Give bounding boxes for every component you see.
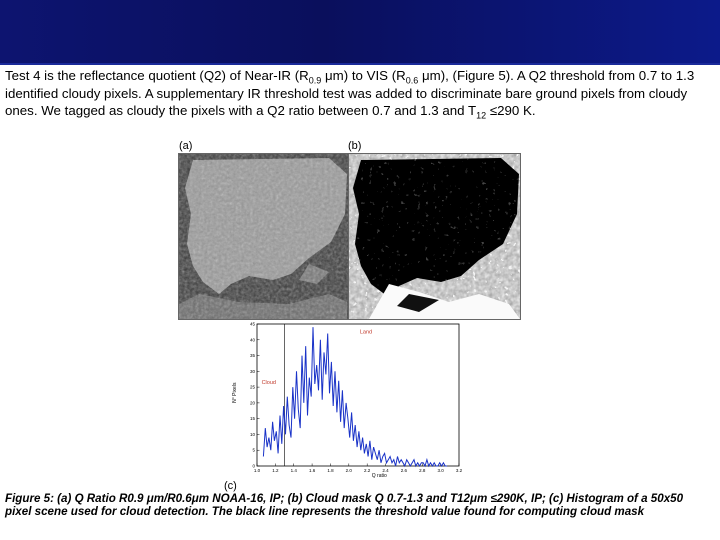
figure-caption: Figure 5: (a) Q Ratio R0.9 μm/R0.6μm NOAA-16, IP; (b) Cloud mask Q 0.7-1.3 and T12μm ≤290K, IP; (c) Histogram of a 50x50 pixel scene used for cloud detection. The black line represents the threshold value found for computing cloud mask xyxy=(5,492,684,519)
y-tick-label: 30 xyxy=(249,368,255,374)
panel-b-label: (b) xyxy=(348,140,362,152)
histogram-axes xyxy=(250,322,463,474)
y-tick-label: 5 xyxy=(252,447,255,453)
y-tick-label: 40 xyxy=(249,337,255,343)
y-axis-label: N° Pixels xyxy=(232,382,238,403)
x-tick-label: 1.2 xyxy=(272,468,279,473)
y-tick-label: 20 xyxy=(249,400,255,406)
x-tick-label: 2.6 xyxy=(400,468,408,473)
x-tick-label: 3.2 xyxy=(455,468,463,473)
x-tick-label: 3.0 xyxy=(437,468,444,473)
x-axis-label: Q ratio xyxy=(371,473,387,478)
y-tick-label: 45 xyxy=(249,321,255,327)
y-tick-label: 10 xyxy=(249,431,255,437)
x-tick-label: 2.2 xyxy=(364,468,371,473)
x-tick-label: 2.0 xyxy=(345,468,352,473)
x-tick-label: 1.0 xyxy=(253,468,261,473)
x-tick-label: 1.6 xyxy=(308,468,316,473)
y-tick-label: 35 xyxy=(249,353,255,359)
panel-b-cloud-mask-image xyxy=(348,153,521,320)
plot-frame xyxy=(257,324,459,466)
y-tick-label: 0 xyxy=(252,463,255,469)
annotation-land: Land xyxy=(359,329,373,336)
x-tick-label: 1.8 xyxy=(327,468,334,473)
panel-c-label: (c) xyxy=(224,480,237,492)
x-tick-label: 1.4 xyxy=(290,468,297,473)
slide-header-bar xyxy=(0,0,720,63)
y-tick-label: 25 xyxy=(249,384,255,390)
x-tick-label: 2.4 xyxy=(382,468,389,473)
slide-body-paragraph: Test 4 is the reflectance quotient (Q2) of Near-IR ($R_{0.9}$ μm) to VIS ($R_{0.6}$ μm), (Figure 5). A Q2 threshold from 0.7 to 1.3 identified cloudy pixels. A supplementary IR threshold test was added to discriminate bare ground pixels from cloudy ones. We tagged as cloudy the pixels with a Q2 ratio between 0.7 and 1.3 and $T_{12} \le 290$ K. xyxy=(5,68,695,121)
slide-header-rule xyxy=(0,63,720,65)
x-tick-label: 2.8 xyxy=(419,468,426,473)
annotation-cloud: Cloud xyxy=(261,379,276,386)
panel-a-label: (a) xyxy=(179,140,193,152)
panel-a-q-ratio-image xyxy=(178,153,350,320)
panel-c-histogram xyxy=(230,318,465,478)
y-tick-label: 15 xyxy=(249,416,255,422)
